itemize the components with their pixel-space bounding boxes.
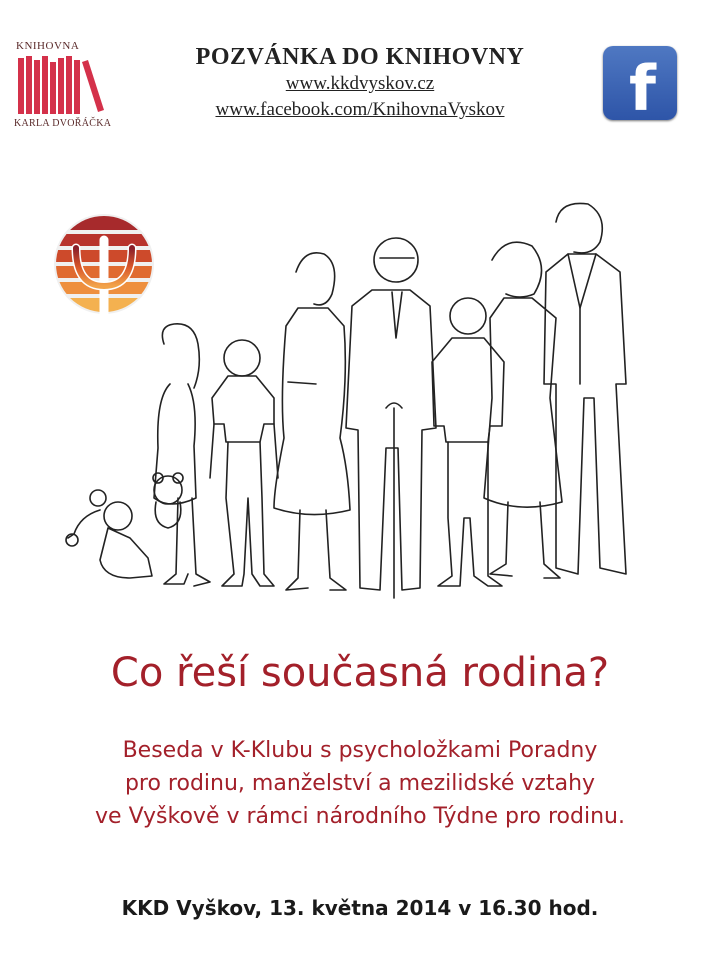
toddler-figure (66, 473, 183, 578)
headline: Co řeší současná rodina? (110, 650, 610, 696)
header (0, 0, 720, 140)
woman-figure (274, 253, 350, 590)
boy-figure (210, 340, 278, 586)
description (0, 734, 720, 833)
grandfather-figure (346, 238, 436, 598)
boy-middle-figure (432, 298, 504, 586)
description-line: Beseda v K-Klubu s psycholožkami Poradny (122, 738, 598, 763)
logo-text-bottom: KARLA DVOŘÁČKA (14, 118, 112, 129)
page-title: POZVÁNKA DO KNIHOVNY (195, 44, 525, 70)
header-titles (150, 44, 570, 123)
girl-figure (154, 324, 210, 586)
logo-text-top: KNIHOVNA (16, 40, 80, 52)
books-icon (18, 56, 108, 114)
description-line: pro rodinu, manželství a mezilidské vztahy (124, 771, 596, 796)
facebook-link[interactable]: www.facebook.com/KnihovnaVyskov (215, 99, 505, 120)
facebook-icon[interactable] (603, 46, 677, 125)
event-date-location: KKD Vyškov, 13. května 2014 v 16.30 hod. (121, 896, 599, 920)
family-illustration (60, 198, 640, 608)
library-logo (14, 40, 114, 135)
grandmother-figure (484, 242, 562, 578)
website-link[interactable]: www.kkdvyskov.cz (285, 73, 435, 94)
man-figure (544, 203, 626, 574)
facebook-glyph: f (629, 52, 656, 125)
description-line: ve Vyškově v rámci národního Týdne pro rodinu. (95, 804, 625, 829)
